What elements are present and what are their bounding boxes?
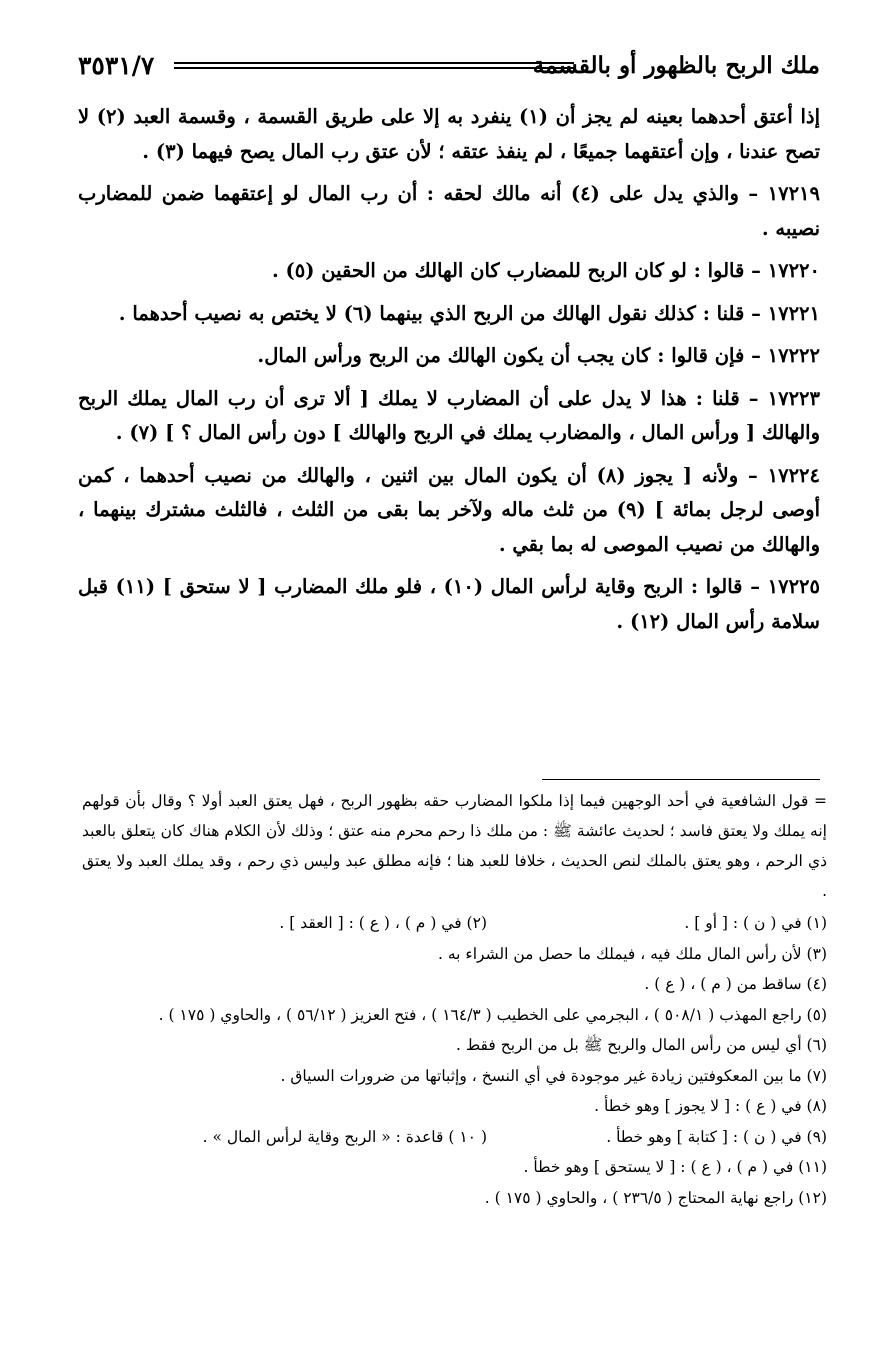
- page-number: ٣٥٣١/٧: [78, 51, 155, 80]
- paragraph: [78, 177, 820, 246]
- paragraph-text: إذا أعتق أحدهما بعينه لم يجز أن (١) ينفرد به إلا على طريق القسمة ، وقسمة العبد (٢) لا تصح عندنا ، وإن أعتقهما جميعًا ، لم ينفذ عتقه ؛ لأن عتق رب المال يصح فيهما (٣) .: [78, 105, 820, 163]
- paragraph-text: – قالوا : الربح وقاية لرأس المال (١٠) ، فلو ملك المضارب [ لا ستحق ] (١١) قبل سلامة رأس المال (١٢) .: [78, 575, 820, 633]
- paragraph: [78, 297, 820, 332]
- footnote-row: [82, 1122, 827, 1153]
- footnote-separator: [542, 779, 820, 780]
- paragraph-number: ١٧٢٢٥: [767, 575, 821, 598]
- footnotes: [82, 786, 827, 1213]
- footnote: (١٢) راجع نهاية المحتاج ( ٢٣٦/٥ ) ، والحاوي ( ١٧٥ ) .: [484, 1188, 827, 1207]
- main-text: [78, 100, 820, 647]
- footnote-row: [82, 908, 827, 939]
- paragraph-text: – والذي يدل على (٤) أنه مالك لحقه : أن رب المال لو إعتقهما ضمن للمضارب نصيبه .: [78, 182, 820, 240]
- footnote: ( ١٠ ) قاعدة : « الربح وقاية لرأس المال » .: [202, 1127, 487, 1146]
- paragraph-text: – فإن قالوا : كان يجب أن يكون الهالك من الربح ورأس المال.: [257, 344, 768, 367]
- paragraph-number: ١٧٢٢٣: [767, 386, 820, 410]
- paragraph: [78, 382, 820, 451]
- footnote: (٢) في ( م ) ، ( ع ) : [ العقد ] .: [279, 914, 487, 932]
- header-title: ملك الربح بالظهور أو بالقسمة: [532, 52, 820, 79]
- footnote: (٨) في ( ع ) : [ لا يجوز ] وهو خطأ .: [594, 1097, 827, 1115]
- paragraph-text: – ولأنه [ يجوز (٨) أن يكون المال بين اثنين ، والهالك من نصيب أحدهما ، كمن أوصى لرجل بمائة ] (٩) من ثلث ماله ولآخر بما بقى من الثلث ، فالثلث مشترك بينهما ، والهالك من نصيب الموصى له بما بقي .: [78, 463, 820, 556]
- paragraph-number: ١٧٢٢٠: [767, 259, 820, 282]
- paragraph: [78, 339, 820, 374]
- footnote: (٥) راجع المهذب ( ٥٠٨/١ ) ، البجرمي على الخطيب ( ١٦٤/٣ ) ، فتح العزيز ( ٥٦/١٢ ) ، والحاوي ( ١٧٥ ) .: [158, 1005, 827, 1024]
- paragraph: [78, 570, 820, 639]
- paragraph: [78, 459, 820, 563]
- paragraph-text: – قلنا : كذلك نقول الهالك من الربح الذي بينهما (٦) لا يختص به نصيب أحدهما .: [118, 301, 768, 325]
- header-rule: [174, 62, 574, 69]
- footnote: (٧) ما بين المعكوفتين زيادة غير موجودة في أي النسخ ، وإثباتها من ضرورات السياق .: [280, 1066, 827, 1085]
- running-header: [78, 46, 820, 86]
- footnote-continuation: = قول الشافعية في أحد الوجهين فيما إذا ملكوا المضارب حقه بظهور الربح ، فهل يعتق العبد أولا ؟ وقال بأن قولهم إنه يملك ولا يعتق فاسد ؛ لحديث عائشة ﷺ : من ملك ذا رحم محرم منه عتق ؛ وذلك لأن الكلام هناك كان يتعلق بالعبد ذي الرحم ، وهو يعتق بالملك لنص الحديث ، خلافا للعبد هنا ؛ فإنه مطلق عبد وليس ذي رحم ، وقد يملك العبد ولا يعتق .: [82, 792, 827, 900]
- paragraph-number: ١٧٢٢١: [767, 301, 820, 325]
- footnote: (١) في ( ن ) : [ أو ] .: [684, 914, 827, 932]
- paragraph-number: ١٧٢٢٢: [767, 344, 820, 367]
- paragraph: [78, 100, 820, 169]
- footnote: (٦) أي ليس من رأس المال والربح ﷺ بل من الربح فقط .: [455, 1036, 827, 1054]
- footnote: (٣) لأن رأس المال ملك فيه ، فيملك ما حصل من الشراء به .: [438, 944, 827, 963]
- paragraph-number: ١٧٢٢٤: [767, 463, 820, 487]
- footnote: (١١) في ( م ) ، ( ع ) : [ لا يستحق ] وهو خطأ .: [523, 1158, 827, 1176]
- footnote: (٩) في ( ن ) : [ كتابة ] وهو خطأ .: [606, 1127, 827, 1146]
- paragraph-text: – قالوا : لو كان الربح للمضارب كان الهالك من الحقين (٥) .: [271, 259, 768, 282]
- paragraph: [78, 254, 820, 289]
- paragraph-number: ١٧٢١٩: [767, 182, 820, 205]
- paragraph-text: – قلنا : هذا لا يدل على أن المضارب لا يملك [ ألا ترى أن رب المال يملك الربح والهالك [ ورأس المال ، والمضارب يملك في الربح والهالك ] دون رأس المال ؟ ] (٧) .: [78, 386, 820, 444]
- footnote: (٤) ساقط من ( م ) ، ( ع ) .: [644, 975, 827, 993]
